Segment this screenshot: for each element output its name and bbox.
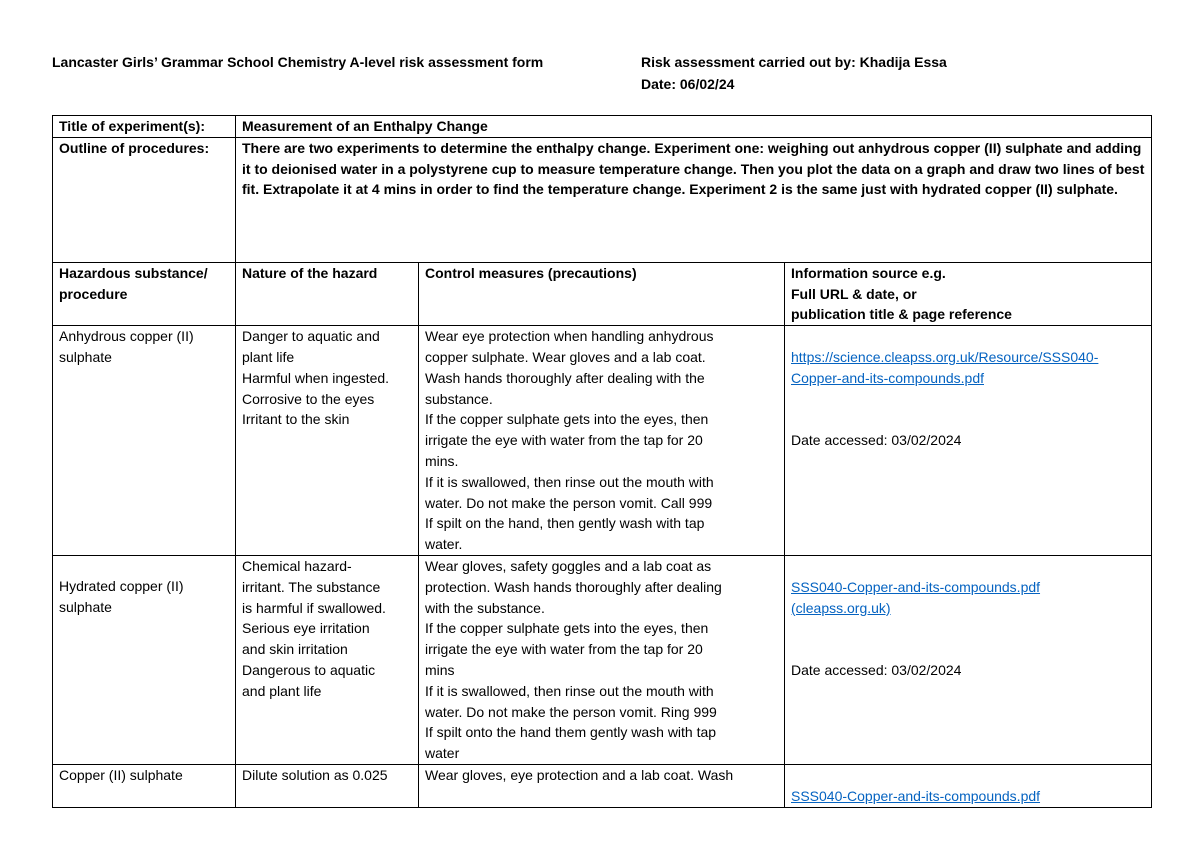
control-cell: Wear gloves, eye protection and a lab coat. Wash <box>419 764 785 807</box>
source-link[interactable]: SSS040-Copper-and-its-compounds.pdf (cleapss.org.uk) <box>791 578 1041 616</box>
title-value: Measurement of an Enthalpy Change <box>236 116 1152 138</box>
title-row <box>53 116 1152 138</box>
source-cell <box>785 764 1152 807</box>
source-cell <box>785 326 1152 556</box>
outline-value: There are two experiments to determine the enthalpy change. Experiment one: weighing out anhydrous copper (II) sulphate and adding it to deionised water in a polystyrene cup to measure temperature change. Then you plot the data on a graph and draw two lines of best fit. Extrapolate it at 4 mins in order to find the temperature change. Experiment 2 is the same just with hydrated copper (II) sulphate. <box>236 137 1152 262</box>
control-cell: Wear eye protection when handling anhydrous copper sulphate. Wear gloves and a lab coat. Wash hands thoroughly after dealing with the substance. If the copper sulphate gets into the eyes, then irrigate the eye with water from the tap for 20 mins. If it is swallowed, then rinse out the mouth with water. Do not make the person vomit. Call 999 If spilt on the hand, then gently wash with tap water. <box>419 326 785 556</box>
outline-label: Outline of procedures: <box>53 137 236 262</box>
outline-row <box>53 137 1152 262</box>
hazard-cell: Chemical hazard- irritant. The substance is harmful if swallowed. Serious eye irritation and skin irritation Dangerous to aquatic and plant life <box>236 555 419 764</box>
source-date: Date accessed: 03/02/2024 <box>791 661 962 678</box>
form-title: Lancaster Girls’ Grammar School Chemistry A-level risk assessment form <box>52 54 544 70</box>
risk-assessment-table <box>52 115 1152 808</box>
column-header-row <box>53 262 1152 325</box>
header-substance: Hazardous substance/ procedure <box>53 262 236 325</box>
hazard-cell: Danger to aquatic and plant life Harmful when ingested. Corrosive to the eyes Irritant to the skin <box>236 326 419 556</box>
source-cell <box>785 555 1152 764</box>
table-row <box>53 326 1152 556</box>
title-label: Title of experiment(s): <box>53 116 236 138</box>
source-link[interactable]: SSS040-Copper-and-its-compounds.pdf <box>791 787 1041 804</box>
substance-text: Hydrated copper (II) sulphate <box>59 577 184 615</box>
source-link[interactable]: https://science.cleapss.org.uk/Resource/SSS040- Copper-and-its-compounds.pdf <box>791 348 1099 386</box>
substance-cell: Copper (II) sulphate <box>53 764 236 807</box>
table-row <box>53 764 1152 807</box>
hazard-cell: Dilute solution as 0.025 <box>236 764 419 807</box>
assessor-block <box>641 51 947 95</box>
assessment-date: Date: 06/02/24 <box>641 76 735 92</box>
header-hazard: Nature of the hazard <box>236 262 419 325</box>
source-date: Date accessed: 03/02/2024 <box>791 432 962 449</box>
assessor-name: Risk assessment carried out by: Khadija Essa <box>641 54 947 70</box>
substance-cell <box>53 555 236 764</box>
control-cell: Wear gloves, safety goggles and a lab coat as protection. Wash hands thoroughly after dealing with the substance. If the copper sulphate gets into the eyes, then irrigate the eye with water from the tap for 20 mins If it is swallowed, then rinse out the mouth with water. Do not make the person vomit. Ring 999 If spilt onto the hand them gently wash with tap water <box>419 555 785 764</box>
substance-cell: Anhydrous copper (II) sulphate <box>53 326 236 556</box>
table-row <box>53 555 1152 764</box>
header-control: Control measures (precautions) <box>419 262 785 325</box>
header-source: Information source e.g. Full URL & date, or publication title & page reference <box>785 262 1152 325</box>
